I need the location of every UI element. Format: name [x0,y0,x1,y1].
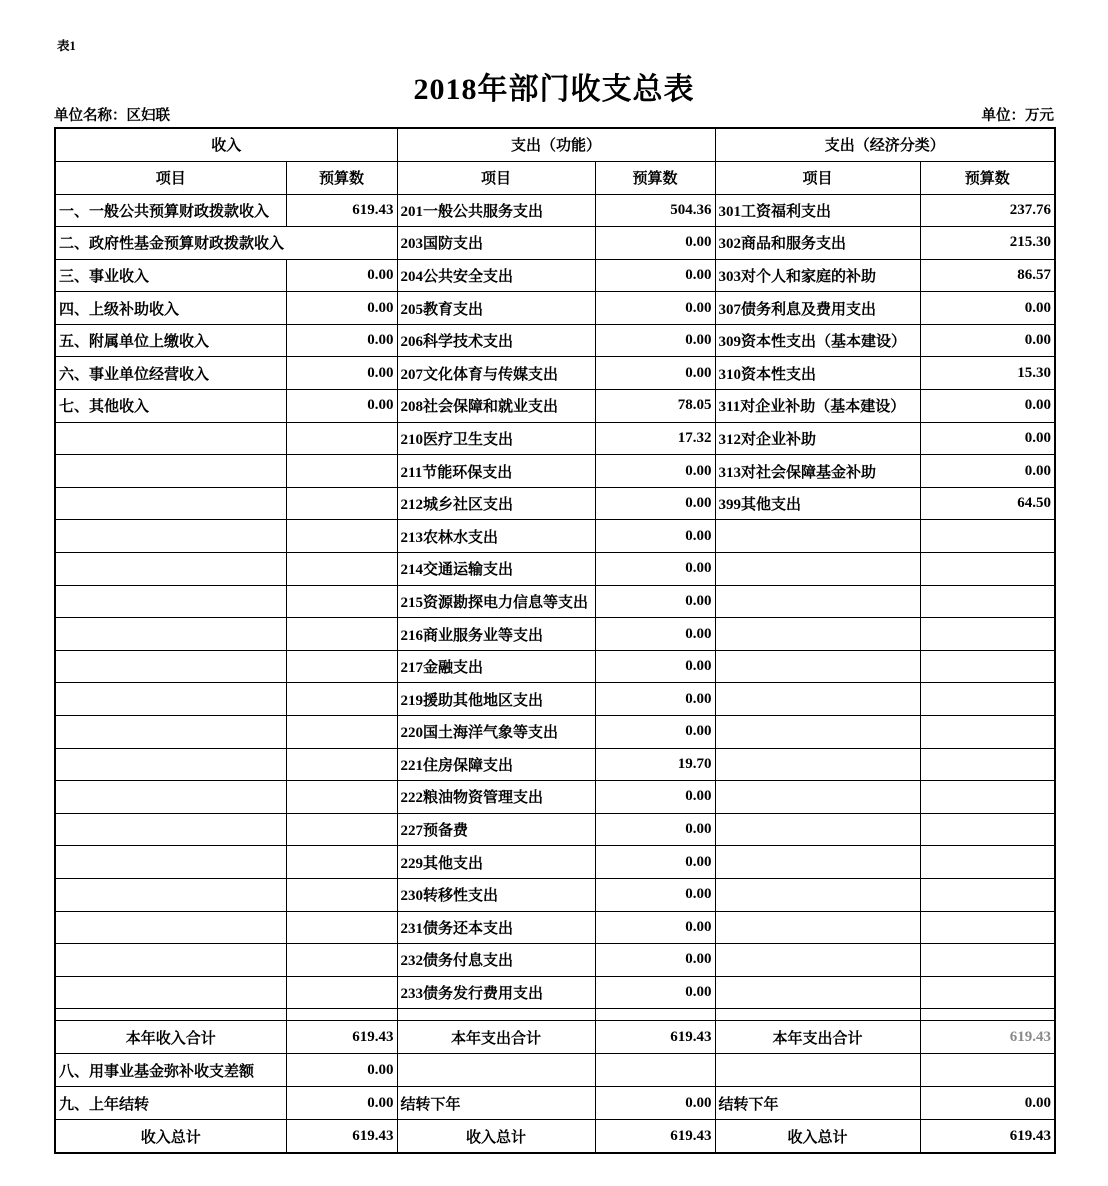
fund-adjust-label: 八、用事业基金弥补收支差额 [55,1054,286,1087]
economic-value [920,813,1055,846]
function-item: 220国土海洋气象等支出 [397,716,595,749]
economic-value: 0.00 [920,390,1055,423]
income-value [286,683,397,716]
economic-value [920,944,1055,977]
group-header-row [55,128,1055,161]
income-value [286,487,397,520]
economic-item: 311对企业补助（基本建设） [715,390,920,423]
function-value: 0.00 [595,683,715,716]
col-header-budget: 预算数 [920,161,1055,194]
col-header-item: 项目 [715,161,920,194]
empty-cell [397,1009,595,1021]
income-value [286,976,397,1009]
economic-value [920,716,1055,749]
empty-cell [595,1009,715,1021]
economic-item [715,585,920,618]
income-value [286,585,397,618]
function-item: 211节能环保支出 [397,455,595,488]
year-income-total-label: 本年收入合计 [55,1021,286,1054]
economic-item [715,683,920,716]
function-item: 201一般公共服务支出 [397,194,595,227]
income-item [55,683,286,716]
table-row [55,650,1055,683]
economic-item: 399其他支出 [715,487,920,520]
function-item: 207文化体育与传媒支出 [397,357,595,390]
prev-year-carryover-label: 九、上年结转 [55,1087,286,1120]
income-value: 0.00 [286,292,397,325]
function-value: 0.00 [595,976,715,1009]
function-value: 0.00 [595,813,715,846]
empty-cell [920,1009,1055,1021]
income-value: 0.00 [286,259,397,292]
economic-value [920,781,1055,814]
economic-item: 303对个人和家庭的补助 [715,259,920,292]
page-title: 2018年部门收支总表 [413,73,695,106]
income-value: 0.00 [286,357,397,390]
prev-year-carryover-value: 0.00 [286,1087,397,1120]
function-value: 0.00 [595,292,715,325]
table-row [55,292,1055,325]
economic-item: 301工资福利支出 [715,194,920,227]
empty-cell [286,1009,397,1021]
income-item: 七、其他收入 [55,390,286,423]
unit-name-label: 单位名称：区妇联 [54,108,170,124]
economic-value: 64.50 [920,487,1055,520]
function-value: 0.00 [595,520,715,553]
function-value: 0.00 [595,911,715,944]
economic-value: 0.00 [920,292,1055,325]
income-item [55,422,286,455]
income-value [286,716,397,749]
income-item [55,650,286,683]
income-item [55,748,286,781]
function-value: 0.00 [595,357,715,390]
economic-value [920,618,1055,651]
carry-next-year-econ-value: 0.00 [920,1087,1055,1120]
function-item: 208社会保障和就业支出 [397,390,595,423]
economic-item: 309资本性支出（基本建设） [715,324,920,357]
function-item: 232债务付息支出 [397,944,595,977]
function-value: 0.00 [595,487,715,520]
economic-item [715,650,920,683]
economic-item: 302商品和服务支出 [715,227,920,260]
economic-item [715,944,920,977]
income-value [286,455,397,488]
table-row [55,911,1055,944]
table-row [55,390,1055,423]
function-item: 222粮油物资管理支出 [397,781,595,814]
function-item: 227预备费 [397,813,595,846]
function-item: 216商业服务业等支出 [397,618,595,651]
economic-item [715,618,920,651]
function-item: 217金融支出 [397,650,595,683]
table-row [55,487,1055,520]
function-item: 219援助其他地区支出 [397,683,595,716]
economic-value: 15.30 [920,357,1055,390]
income-item [55,944,286,977]
table-row [55,781,1055,814]
income-value: 0.00 [286,390,397,423]
income-value [286,813,397,846]
income-value [286,878,397,911]
income-item: 三、事业收入 [55,259,286,292]
function-item: 231债务还本支出 [397,911,595,944]
economic-value: 215.30 [920,227,1055,260]
function-value: 0.00 [595,846,715,879]
economic-value [920,976,1055,1009]
economic-item [715,911,920,944]
empty-cell [715,1054,920,1087]
income-item [55,487,286,520]
economic-value: 0.00 [920,324,1055,357]
col-header-budget: 预算数 [286,161,397,194]
function-value: 0.00 [595,781,715,814]
income-value [286,944,397,977]
income-item [55,781,286,814]
table-row [55,846,1055,879]
grand-total-row [55,1120,1055,1153]
income-item: 一、一般公共预算财政拨款收入 [55,194,286,227]
economic-value [920,911,1055,944]
function-value: 17.32 [595,422,715,455]
year-total-row [55,1021,1055,1054]
economic-value [920,846,1055,879]
income-value: 619.43 [286,194,397,227]
function-value: 0.00 [595,944,715,977]
budget-table [54,127,1056,1154]
grand-total-label: 收入总计 [55,1120,286,1153]
carryover-row [55,1087,1055,1120]
income-item: 五、附属单位上缴收入 [55,324,286,357]
table-row [55,357,1055,390]
carry-next-year-label: 结转下年 [715,1087,920,1120]
table-tag: 表1 [57,39,76,53]
economic-item [715,781,920,814]
table-row [55,976,1055,1009]
income-value [286,846,397,879]
economic-item: 313对社会保障基金补助 [715,455,920,488]
carry-next-year-func-value: 0.00 [595,1087,715,1120]
function-item: 206科学技术支出 [397,324,595,357]
year-expend-total-label: 本年支出合计 [397,1021,595,1054]
function-item: 229其他支出 [397,846,595,879]
grand-total-income-value: 619.43 [286,1120,397,1153]
income-item [55,585,286,618]
empty-cell [595,1054,715,1087]
table-row [55,618,1055,651]
table-row [55,455,1055,488]
table-row [55,585,1055,618]
income-item [55,716,286,749]
year-expend-total-label: 本年支出合计 [715,1021,920,1054]
col-header-item: 项目 [397,161,595,194]
economic-value [920,650,1055,683]
function-value: 0.00 [595,324,715,357]
empty-cell [397,1054,595,1087]
economic-value [920,553,1055,586]
grand-total-label: 收入总计 [397,1120,595,1153]
year-expend-func-value: 619.43 [595,1021,715,1054]
economic-value: 0.00 [920,422,1055,455]
sub-header-row [55,161,1055,194]
col-header-item: 项目 [55,161,286,194]
grand-total-econ-value: 619.43 [920,1120,1055,1153]
income-item [55,520,286,553]
economic-item: 310资本性支出 [715,357,920,390]
table-row [55,683,1055,716]
unit-label: 单位：万元 [981,108,1054,124]
economic-value [920,585,1055,618]
function-value: 0.00 [595,618,715,651]
income-item [55,911,286,944]
function-value: 0.00 [595,716,715,749]
function-item: 213农林水支出 [397,520,595,553]
table-row [55,716,1055,749]
income-value [286,911,397,944]
table-row [55,748,1055,781]
function-item: 215资源勘探电力信息等支出 [397,585,595,618]
function-value: 19.70 [595,748,715,781]
function-value: 0.00 [595,585,715,618]
economic-item [715,846,920,879]
economic-item [715,748,920,781]
table-row [55,944,1055,977]
economic-item [715,716,920,749]
income-value [286,520,397,553]
function-item: 221住房保障支出 [397,748,595,781]
function-value: 0.00 [595,227,715,260]
function-value: 78.05 [595,390,715,423]
table-row [55,553,1055,586]
economic-value: 0.00 [920,455,1055,488]
table-row [55,259,1055,292]
table-row [55,422,1055,455]
function-item: 233债务发行费用支出 [397,976,595,1009]
function-item: 204公共安全支出 [397,259,595,292]
income-value [286,650,397,683]
function-value: 0.00 [595,259,715,292]
carry-next-year-label: 结转下年 [397,1087,595,1120]
economic-item: 307债务利息及费用支出 [715,292,920,325]
fund-adjust-value: 0.00 [286,1054,397,1087]
table-row [55,813,1055,846]
table-row [55,324,1055,357]
function-value: 504.36 [595,194,715,227]
empty-cell [715,1009,920,1021]
empty-cell [55,1009,286,1021]
group-header-income: 收入 [55,128,397,161]
economic-value [920,520,1055,553]
table-row [55,520,1055,553]
function-value: 0.00 [595,455,715,488]
fund-adjust-row [55,1054,1055,1087]
spacer-row [55,1009,1055,1021]
function-value: 0.00 [595,878,715,911]
table-row [55,194,1055,227]
economic-item [715,553,920,586]
function-item: 212城乡社区支出 [397,487,595,520]
income-item [55,618,286,651]
col-header-budget: 预算数 [595,161,715,194]
income-item: 六、事业单位经营收入 [55,357,286,390]
economic-value: 237.76 [920,194,1055,227]
income-item [55,553,286,586]
function-item: 210医疗卫生支出 [397,422,595,455]
economic-item [715,520,920,553]
income-value [286,781,397,814]
function-item: 214交通运输支出 [397,553,595,586]
function-item: 203国防支出 [397,227,595,260]
income-value [286,618,397,651]
function-item: 230转移性支出 [397,878,595,911]
income-value [286,553,397,586]
income-item [55,976,286,1009]
income-value [286,748,397,781]
grand-total-label: 收入总计 [715,1120,920,1153]
economic-value: 86.57 [920,259,1055,292]
income-item [55,813,286,846]
economic-value [920,683,1055,716]
income-item: 四、上级补助收入 [55,292,286,325]
economic-item: 312对企业补助 [715,422,920,455]
function-value: 0.00 [595,650,715,683]
year-expend-econ-value: 619.43 [920,1021,1055,1054]
table-row [55,227,1055,260]
economic-value [920,748,1055,781]
function-value: 0.00 [595,553,715,586]
grand-total-func-value: 619.43 [595,1120,715,1153]
year-income-total-value: 619.43 [286,1021,397,1054]
income-item: 二、政府性基金预算财政拨款收入 [55,227,397,260]
meta-row [54,104,1054,125]
income-item [55,455,286,488]
economic-value [920,878,1055,911]
economic-item [715,878,920,911]
income-value: 0.00 [286,324,397,357]
empty-cell [920,1054,1055,1087]
table-row [55,878,1055,911]
economic-item [715,813,920,846]
economic-item [715,976,920,1009]
income-value [286,422,397,455]
group-header-economic: 支出（经济分类） [715,128,1055,161]
group-header-function: 支出（功能） [397,128,715,161]
income-item [55,878,286,911]
function-item: 205教育支出 [397,292,595,325]
income-item [55,846,286,879]
